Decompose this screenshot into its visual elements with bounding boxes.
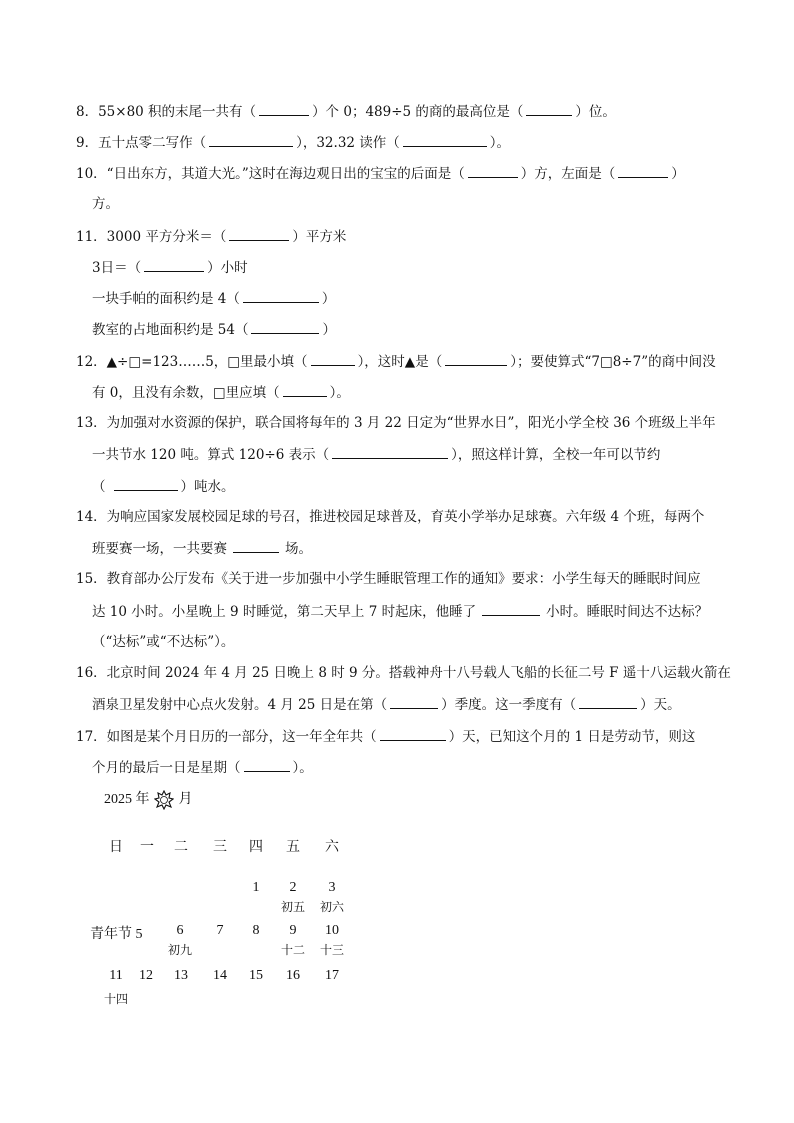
q16-text-c: ）季度。这一季度有（ bbox=[441, 697, 577, 713]
q11-text-b2: ）小时 bbox=[207, 260, 248, 276]
q11-text-b1: 3日＝（ bbox=[92, 260, 142, 276]
calendar-title bbox=[104, 788, 193, 810]
q14-text-a: 14．为响应国家发展校园足球的号召，推进校园足球普及，育英小学举办足球赛。六年级 4 个班，每两个 bbox=[76, 509, 705, 525]
q17-text-a: 17．如图是某个月日历的一部分，这一年全年共（ bbox=[76, 729, 377, 745]
q11-text-c1: 一块手帕的面积约是 4（ bbox=[92, 291, 240, 307]
q10-text-c: ） bbox=[671, 166, 685, 182]
q15-text-b: 达 10 小时。小星晚上 9 时睡觉，第二天早上 7 时起床，他睡了 bbox=[92, 604, 477, 620]
calendar-lunar: 十二 bbox=[280, 943, 305, 957]
weekday-wed: 三 bbox=[213, 840, 227, 855]
calendar-day: 14 bbox=[213, 968, 227, 983]
calendar-day: 6 bbox=[176, 923, 184, 938]
q11-text-a2: ）平方米 bbox=[292, 229, 347, 245]
q16-text-b: 酒泉卫星发射中心点火发射。4 月 25 日是在第（ bbox=[92, 697, 388, 713]
weekday-mon: 一 bbox=[140, 840, 154, 855]
q15-text-c: 小时。睡眠时间达不达标？ bbox=[546, 604, 709, 620]
q11-text-d1: 教室的占地面积约是 54（ bbox=[92, 322, 249, 338]
calendar-lunar: 十四 bbox=[103, 992, 128, 1006]
q10-text-a: 10．“日出东方，其道大光。”这时在海边观日出的宝宝的后面是（ bbox=[76, 166, 465, 182]
calendar-lunar: 十三 bbox=[319, 943, 344, 957]
calendar-title-month: 月 bbox=[178, 792, 193, 807]
q10-text-d: 方。 bbox=[92, 196, 119, 212]
q12-text-d: 有 0，且没有余数，□里应填（ bbox=[92, 385, 280, 401]
calendar-day: 9 bbox=[289, 923, 297, 938]
calendar-lunar: 初五 bbox=[280, 900, 305, 914]
q11-text-a1: 11．3000 平方分米＝（ bbox=[76, 229, 227, 245]
q9-text-a: 9．五十点零二写作（ bbox=[76, 135, 207, 151]
weekday-fri: 五 bbox=[286, 840, 300, 855]
q13-text-e: ）吨水。 bbox=[180, 479, 235, 495]
calendar-day: 3 bbox=[328, 880, 336, 895]
q9-text-b: ），32.32 读作（ bbox=[296, 135, 400, 151]
q9-text-c: ）。 bbox=[489, 135, 511, 151]
calendar-lunar: 初九 bbox=[167, 943, 192, 957]
q13-text-a: 13．为加强对水资源的保护，联合国将每年的 3 月 22 日定为“世界水日”，阳光小学全校 36 个班级上半年 bbox=[76, 415, 716, 431]
calendar-day: 13 bbox=[174, 968, 188, 983]
q15-text-d: （“达标”或“不达标”）。 bbox=[92, 634, 235, 650]
weekday-tue: 二 bbox=[174, 840, 188, 855]
calendar-day: 17 bbox=[325, 968, 339, 983]
q11-text-c2: ） bbox=[321, 291, 336, 307]
q13-text-b: 一共节水 120 吨。算式 120÷6 表示（ bbox=[92, 447, 330, 463]
q12-text-c: ）；要使算式“7□8÷7”的商中间没 bbox=[510, 354, 716, 370]
q17-text-b: ）天，已知这个月的 1 日是劳动节，则这 bbox=[448, 729, 696, 745]
calendar-day: 16 bbox=[286, 968, 300, 983]
q12-text-a: 12．▲÷□=123……5，□里最小填（ bbox=[76, 354, 308, 370]
q15-text-a: 15．教育部办公厅发布《关于进一步加强中小学生睡眠管理工作的通知》要求：小学生每天的睡眠时间应 bbox=[76, 571, 701, 587]
calendar-day: 8 bbox=[252, 923, 260, 938]
q12-text-e: ）。 bbox=[329, 385, 350, 401]
calendar-day: 1 bbox=[252, 880, 260, 895]
calendar-title-year: 2025 年 bbox=[104, 792, 150, 807]
calendar-day: 2 bbox=[289, 880, 297, 895]
q11-text-d2: ） bbox=[322, 322, 336, 338]
q13-text-c: ），照这样计算，全校一年可以节约 bbox=[451, 447, 661, 463]
calendar-day: 11 bbox=[109, 968, 123, 983]
q16-text-a: 16．北京时间 2024 年 4 月 25 日晚上 8 时 9 分。搭载神舟十八号载人飞船的长征二号 F 遥十八运载火箭在 bbox=[76, 665, 731, 681]
weekday-sat: 六 bbox=[325, 840, 339, 855]
calendar-lunar: 初六 bbox=[319, 900, 344, 914]
q8-text-a: 8．55×80 积的末尾一共有（ bbox=[76, 104, 257, 120]
q17-text-c: 个月的最后一日是星期（ bbox=[92, 760, 241, 776]
ink-blot-icon bbox=[154, 790, 174, 810]
calendar-day: 12 bbox=[139, 968, 153, 983]
calendar-day: 7 bbox=[216, 923, 224, 938]
weekday-thu: 四 bbox=[249, 840, 263, 855]
calendar-youth-day-label: 青年节 5 bbox=[90, 927, 143, 942]
q17-text-d: ）。 bbox=[292, 760, 313, 776]
q8-text-c: ）位。 bbox=[575, 104, 616, 120]
q16-text-d: ）天。 bbox=[640, 697, 681, 713]
q8-text-b: ）个 0；489÷5 的商的最高位是（ bbox=[312, 104, 524, 120]
calendar-day: 10 bbox=[325, 923, 339, 938]
q12-text-b: ），这时▲是（ bbox=[357, 354, 443, 370]
weekday-sun: 日 bbox=[109, 840, 123, 855]
calendar-day: 15 bbox=[249, 968, 263, 983]
q14-text-b: 班要赛一场，一共要赛 bbox=[92, 541, 227, 557]
q13-text-d: （ bbox=[92, 479, 106, 495]
q14-text-c: 场。 bbox=[285, 541, 312, 557]
q10-text-b: ）方，左面是（ bbox=[520, 166, 616, 182]
